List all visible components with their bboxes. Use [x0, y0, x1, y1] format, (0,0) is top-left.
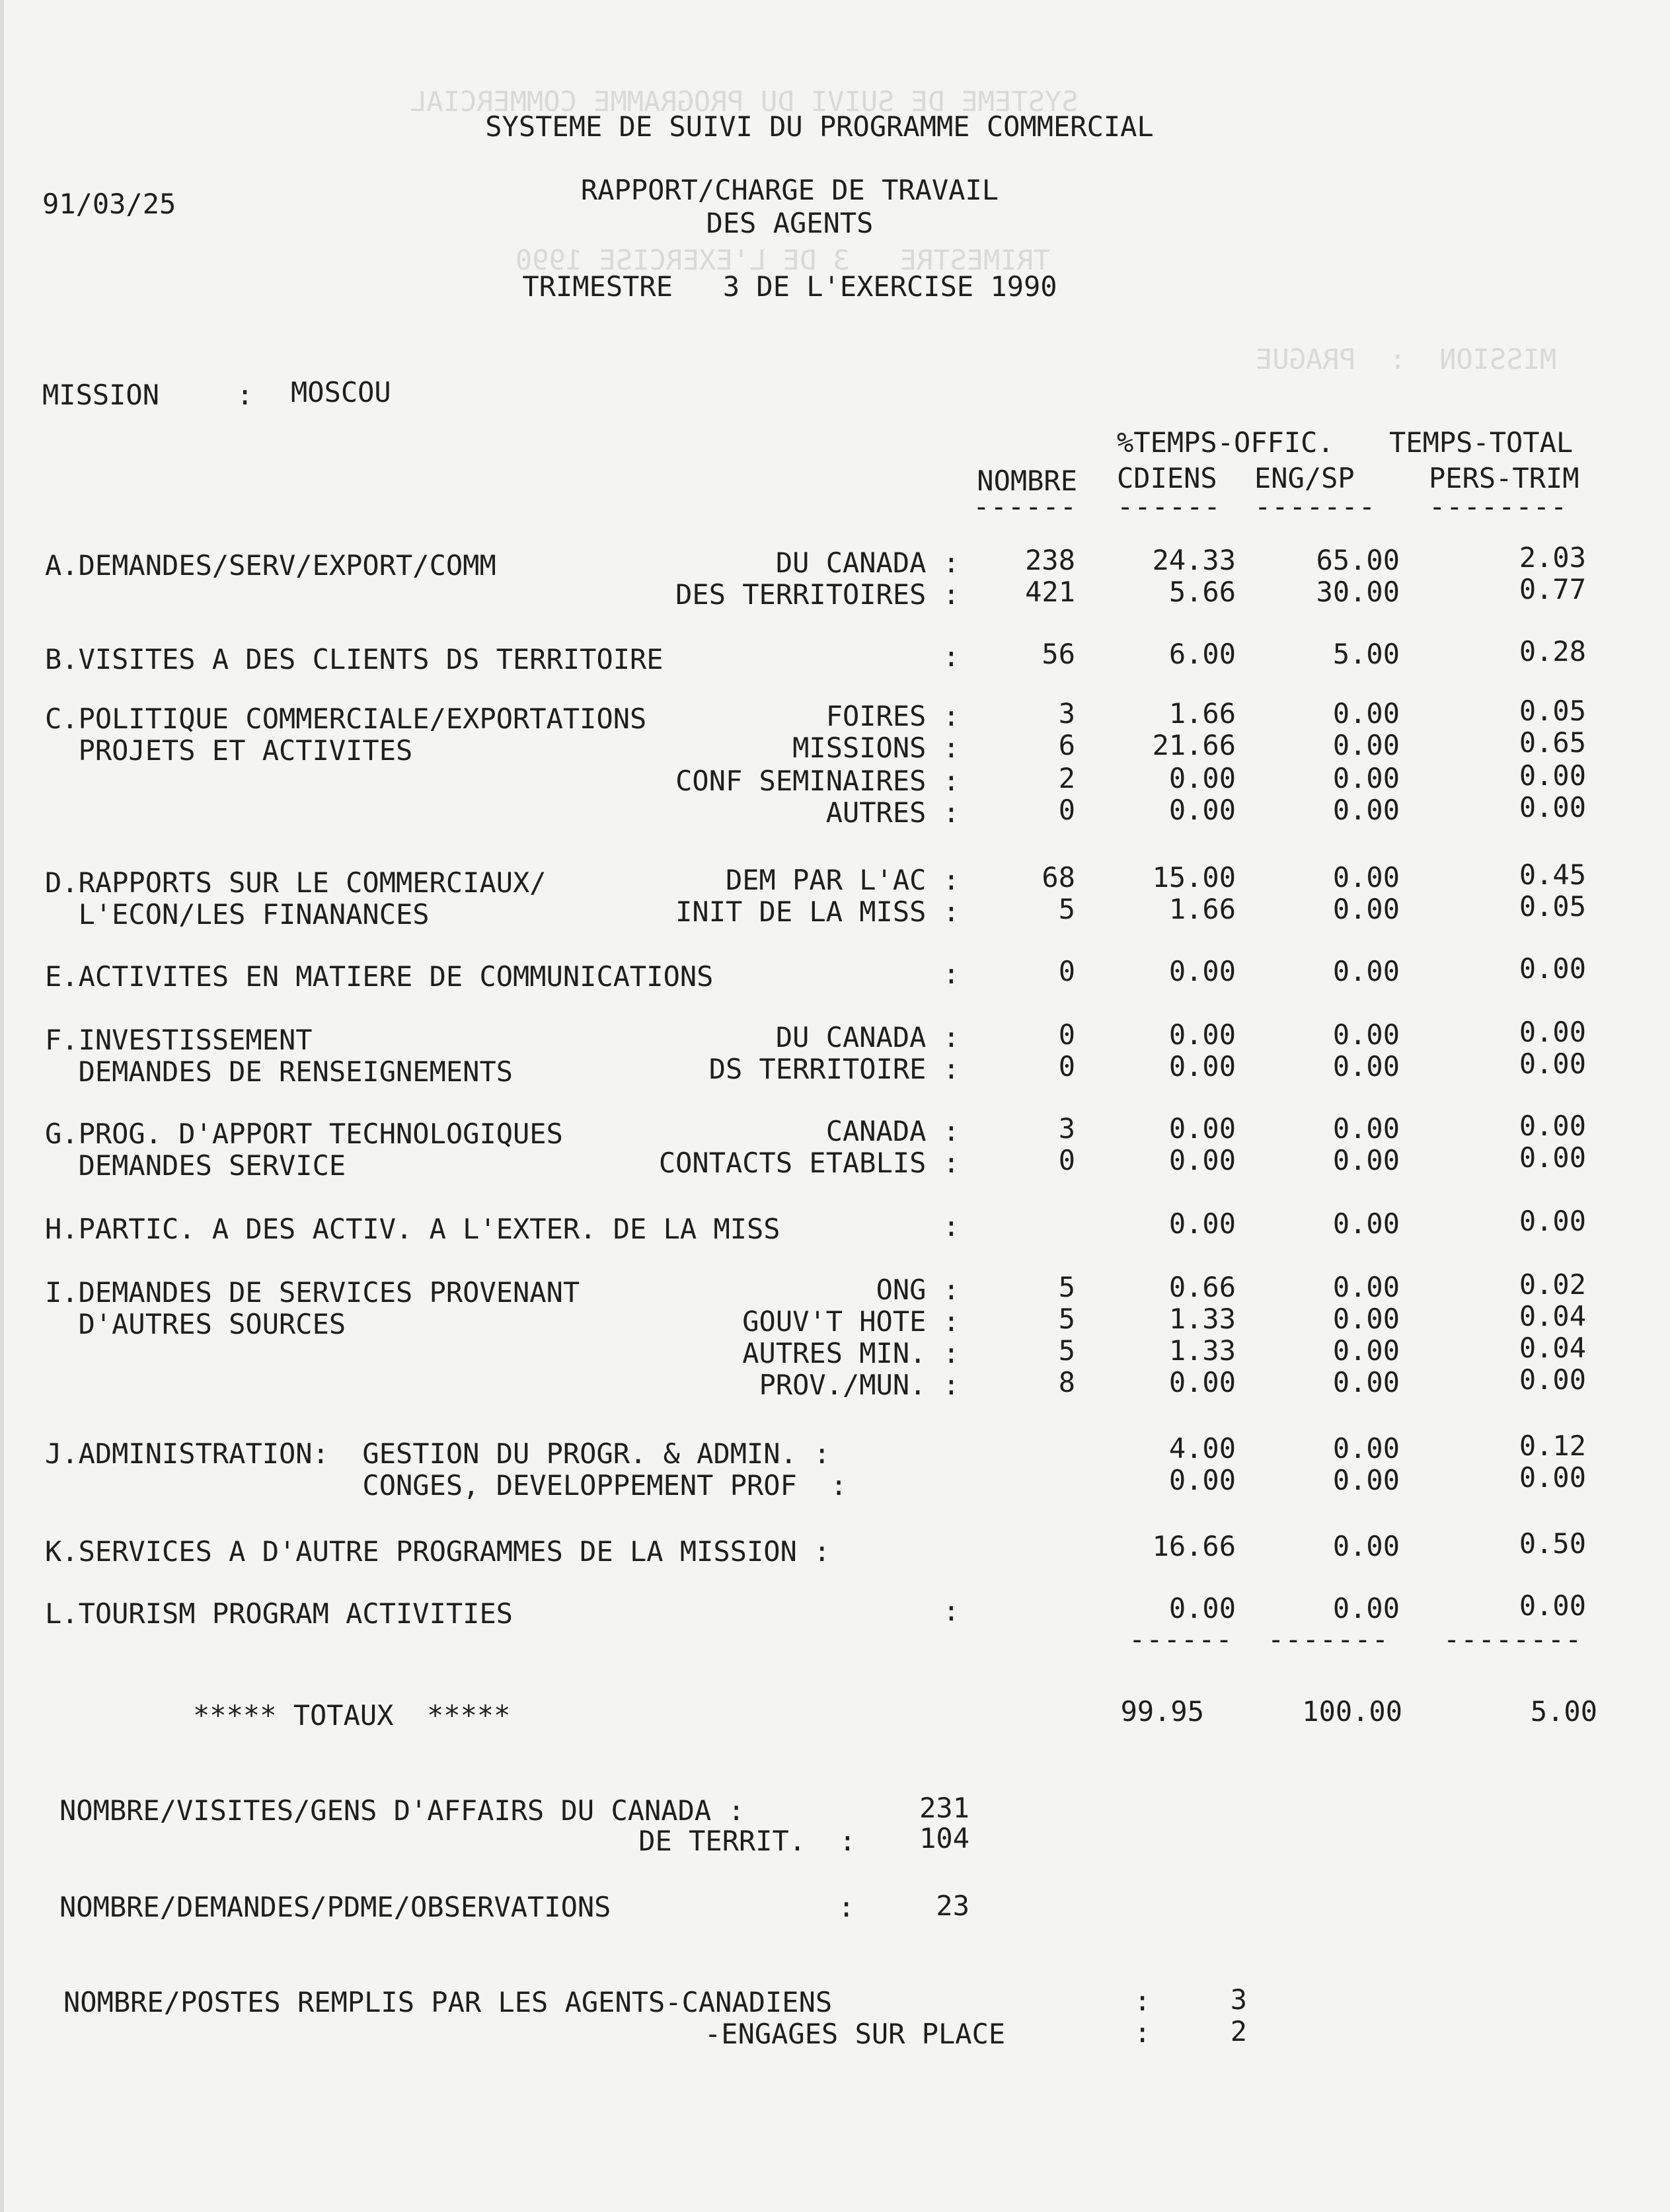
row-engsp: 0.00 [1332, 1464, 1400, 1496]
row-category-label: L'ECON/LES FINANANCES [45, 898, 430, 931]
row-sub-label: INIT DE LA MISS : [675, 896, 960, 928]
cdiens-rule: ------ [1117, 490, 1221, 523]
row-sub-label: : [942, 958, 960, 990]
territ-value: 104 [919, 1822, 969, 1854]
row-perstrim: 0.02 [1519, 1268, 1586, 1301]
row-nombre: 5 [1058, 1303, 1075, 1335]
cdiens-header: CDIENS [1117, 462, 1217, 494]
row-perstrim: 0.00 [1519, 1141, 1586, 1174]
row-category-label: DEMANDES SERVICE [45, 1149, 346, 1182]
row-category-label: L.TOURISM PROGRAM ACTIVITIES [45, 1597, 513, 1630]
row-sub-label: PROV./MUN. : [759, 1369, 960, 1401]
temps-offic-header: %TEMPS-OFFIC. [1117, 426, 1334, 459]
engages-value: 2 [1230, 2015, 1247, 2047]
report-title-line-1: RAPPORT/CHARGE DE TRAVAIL [580, 174, 999, 206]
totals-engsp: 100.00 [1302, 1695, 1402, 1728]
row-engsp: 0.00 [1332, 1144, 1400, 1176]
engages-separator: : [1134, 2016, 1151, 2049]
row-engsp: 0.00 [1332, 1432, 1400, 1465]
report-date: 91/03/25 [42, 188, 176, 220]
row-nombre: 5 [1058, 1334, 1075, 1367]
row-engsp: 0.00 [1332, 1334, 1400, 1367]
row-engsp: 30.00 [1316, 576, 1400, 608]
row-nombre: 0 [1058, 1050, 1075, 1083]
totals-perstrim: 5.00 [1530, 1695, 1597, 1728]
row-engsp: 0.00 [1332, 893, 1400, 925]
nombre-rule: ------ [973, 490, 1077, 523]
row-category-label: A.DEMANDES/SERV/EXPORT/COMM [45, 549, 496, 582]
row-sub-label: DES TERRITOIRES : [675, 578, 960, 611]
row-cdiens: 24.33 [1152, 544, 1236, 576]
row-nombre: 5 [1058, 1271, 1075, 1303]
mission-label: MISSION [42, 379, 160, 411]
row-engsp: 0.00 [1332, 1303, 1400, 1335]
row-cdiens: 0.00 [1168, 1050, 1236, 1083]
row-sub-label: : [942, 1595, 960, 1627]
postes-label: NOMBRE/POSTES REMPLIS PAR LES AGENTS-CANADIENS [63, 1986, 833, 2018]
row-engsp: 0.00 [1332, 1018, 1400, 1051]
row-engsp: 0.00 [1332, 1592, 1400, 1624]
row-category-label: D'AUTRES SOURCES [45, 1308, 346, 1340]
mission-name: MOSCOU [291, 376, 391, 408]
row-sub-label: GOUV'T HOTE : [742, 1305, 960, 1338]
row-engsp: 5.00 [1332, 638, 1400, 670]
row-perstrim: 0.00 [1519, 791, 1586, 823]
row-cdiens: 0.00 [1168, 1018, 1236, 1051]
row-perstrim: 0.12 [1519, 1430, 1586, 1462]
row-sub-label: ONG : [876, 1274, 960, 1306]
row-category-label: E.ACTIVITES EN MATIERE DE COMMUNICATIONS [45, 960, 714, 993]
row-cdiens: 0.00 [1168, 1207, 1236, 1240]
engsp-header: ENG/SP [1254, 462, 1355, 494]
row-cdiens: 6.00 [1168, 638, 1236, 670]
row-engsp: 0.00 [1332, 1271, 1400, 1303]
row-perstrim: 0.45 [1519, 858, 1586, 891]
row-category-label: H.PARTIC. A DES ACTIV. A L'EXTER. DE LA MISS [45, 1213, 780, 1245]
row-sub-label: FOIRES : [825, 700, 960, 732]
row-category-label: K.SERVICES A D'AUTRE PROGRAMMES DE LA MISSION : [45, 1535, 831, 1568]
row-category-label: CONGES, DEVELOPPEMENT PROF : [45, 1469, 847, 1502]
row-cdiens: 0.00 [1168, 955, 1236, 987]
row-cdiens: 15.00 [1152, 861, 1236, 894]
pdme-separator: : [838, 1891, 855, 1923]
row-nombre: 8 [1058, 1366, 1075, 1398]
row-category-label: C.POLITIQUE COMMERCIALE/EXPORTATIONS [45, 703, 647, 735]
pdme-label: NOMBRE/DEMANDES/PDME/OBSERVATIONS [59, 1891, 611, 1923]
row-engsp: 0.00 [1332, 762, 1400, 794]
row-nombre: 2 [1058, 762, 1075, 794]
row-category-label: B.VISITES A DES CLIENTS DS TERRITOIRE [45, 643, 664, 675]
row-sub-label: DU CANADA : [775, 547, 960, 579]
row-cdiens: 1.66 [1168, 697, 1236, 730]
row-perstrim: 0.00 [1519, 952, 1586, 985]
row-cdiens: 21.66 [1152, 729, 1236, 761]
temps-total-header: TEMPS-TOTAL [1389, 426, 1574, 459]
row-nombre: 0 [1058, 1018, 1075, 1051]
totals-perstrim-rule: -------- [1443, 1623, 1583, 1656]
row-nombre: 3 [1058, 1112, 1075, 1145]
row-sub-label: MISSIONS : [792, 732, 960, 764]
row-engsp: 0.00 [1332, 1050, 1400, 1083]
row-cdiens: 0.66 [1168, 1271, 1236, 1303]
totals-cdiens-rule: ------ [1129, 1623, 1233, 1656]
row-perstrim: 0.65 [1519, 726, 1586, 759]
row-sub-label: CONTACTS ETABLIS : [658, 1147, 960, 1179]
row-nombre: 56 [1042, 638, 1075, 670]
totals-engsp-rule: ------- [1268, 1623, 1390, 1656]
row-sub-label: DU CANADA : [775, 1021, 960, 1053]
totals-cdiens: 99.95 [1120, 1695, 1204, 1728]
mission-separator: : [237, 379, 254, 411]
row-perstrim: 0.00 [1519, 1110, 1586, 1142]
row-nombre: 68 [1042, 861, 1075, 894]
row-nombre: 0 [1058, 1144, 1075, 1176]
row-nombre: 421 [1025, 576, 1075, 608]
row-category-label: PROJETS ET ACTIVITES [45, 734, 413, 767]
row-cdiens: 0.00 [1168, 762, 1236, 794]
row-engsp: 0.00 [1332, 729, 1400, 761]
row-sub-label: AUTRES : [825, 796, 960, 829]
engages-label: -ENGAGES SUR PLACE [704, 2018, 1006, 2050]
row-perstrim: 0.50 [1519, 1527, 1586, 1560]
visites-label: NOMBRE/VISITES/GENS D'AFFAIRS DU CANADA : [59, 1794, 745, 1827]
row-sub-label: CONF SEMINAIRES : [675, 765, 960, 797]
row-nombre: 6 [1058, 729, 1075, 761]
row-sub-label: CANADA : [825, 1115, 960, 1147]
row-engsp: 0.00 [1332, 1530, 1400, 1562]
row-perstrim: 0.28 [1519, 635, 1586, 667]
report-title-line-2: DES AGENTS [706, 207, 874, 239]
postes-value: 3 [1230, 1983, 1247, 2016]
territ-label: DE TERRIT. : [638, 1825, 856, 1857]
row-perstrim: 0.00 [1519, 1589, 1586, 1622]
totals-label: ***** TOTAUX ***** [193, 1699, 511, 1732]
pdme-value: 23 [936, 1889, 969, 1922]
row-perstrim: 0.04 [1519, 1332, 1586, 1364]
perstrim-header: PERS-TRIM [1429, 462, 1579, 494]
nombre-header: NOMBRE [977, 465, 1077, 497]
row-engsp: 0.00 [1332, 794, 1400, 826]
row-engsp: 0.00 [1332, 1112, 1400, 1145]
row-cdiens: 1.33 [1168, 1303, 1236, 1335]
row-sub-label: : [942, 1210, 960, 1242]
row-perstrim: 0.00 [1519, 759, 1586, 792]
row-perstrim: 0.00 [1519, 1461, 1586, 1494]
system-title: SYSTEME DE SUIVI DU PROGRAMME COMMERCIAL [485, 110, 1154, 143]
row-sub-label: AUTRES MIN. : [742, 1337, 960, 1369]
row-sub-label: DEM PAR L'AC : [725, 864, 960, 896]
row-nombre: 5 [1058, 893, 1075, 925]
row-cdiens: 1.33 [1168, 1334, 1236, 1367]
row-engsp: 65.00 [1316, 544, 1400, 576]
row-cdiens: 0.00 [1168, 1112, 1236, 1145]
row-cdiens: 0.00 [1168, 1592, 1236, 1624]
row-nombre: 0 [1058, 955, 1075, 987]
row-perstrim: 0.04 [1519, 1300, 1586, 1332]
row-sub-label: : [942, 640, 960, 673]
row-engsp: 0.00 [1332, 955, 1400, 987]
row-cdiens: 5.66 [1168, 576, 1236, 608]
row-cdiens: 4.00 [1168, 1432, 1236, 1465]
page-edge-shadow [0, 0, 4, 2212]
row-perstrim: 0.77 [1519, 573, 1586, 605]
row-nombre: 3 [1058, 697, 1075, 730]
row-category-label: DEMANDES DE RENSEIGNEMENTS [45, 1055, 513, 1088]
row-sub-label: DS TERRITOIRE : [708, 1053, 960, 1085]
row-nombre: 238 [1025, 544, 1075, 576]
row-nombre: 0 [1058, 794, 1075, 826]
row-perstrim: 0.00 [1519, 1048, 1586, 1080]
row-perstrim: 0.00 [1519, 1205, 1586, 1237]
quarter-label: TRIMESTRE 3 DE L'EXERCISE 1990 [522, 270, 1057, 303]
row-engsp: 0.00 [1332, 1207, 1400, 1240]
row-engsp: 0.00 [1332, 861, 1400, 894]
row-category-label: D.RAPPORTS SUR LE COMMERCIAUX/ [45, 866, 547, 899]
postes-separator: : [1134, 1985, 1151, 2017]
row-cdiens: 1.66 [1168, 893, 1236, 925]
row-category-label: G.PROG. D'APPORT TECHNOLOGIQUES [45, 1118, 563, 1150]
row-perstrim: 0.00 [1519, 1363, 1586, 1396]
row-cdiens: 0.00 [1168, 1464, 1236, 1496]
row-engsp: 0.00 [1332, 697, 1400, 730]
row-perstrim: 0.00 [1519, 1016, 1586, 1048]
bleed-through-texture: SYSTEME DE SUIVI DU PROGRAMME COMMERCIAL TRIMESTRE 3 DE L'EXERCISE 1990 MISSION : PRAGUE [410, 85, 1557, 375]
perstrim-rule: -------- [1429, 490, 1568, 523]
row-cdiens: 0.00 [1168, 794, 1236, 826]
row-category-label: I.DEMANDES DE SERVICES PROVENANT [45, 1276, 580, 1309]
visites-value: 231 [919, 1792, 969, 1824]
row-cdiens: 0.00 [1168, 1144, 1236, 1176]
row-category-label: F.INVESTISSEMENT [45, 1024, 313, 1056]
row-perstrim: 0.05 [1519, 890, 1586, 923]
row-cdiens: 0.00 [1168, 1366, 1236, 1398]
row-engsp: 0.00 [1332, 1366, 1400, 1398]
row-perstrim: 2.03 [1519, 541, 1586, 574]
engsp-rule: ------- [1254, 490, 1377, 523]
row-perstrim: 0.05 [1519, 695, 1586, 727]
row-category-label: J.ADMINISTRATION: GESTION DU PROGR. & ADMIN. : [45, 1437, 831, 1470]
row-cdiens: 16.66 [1152, 1530, 1236, 1562]
